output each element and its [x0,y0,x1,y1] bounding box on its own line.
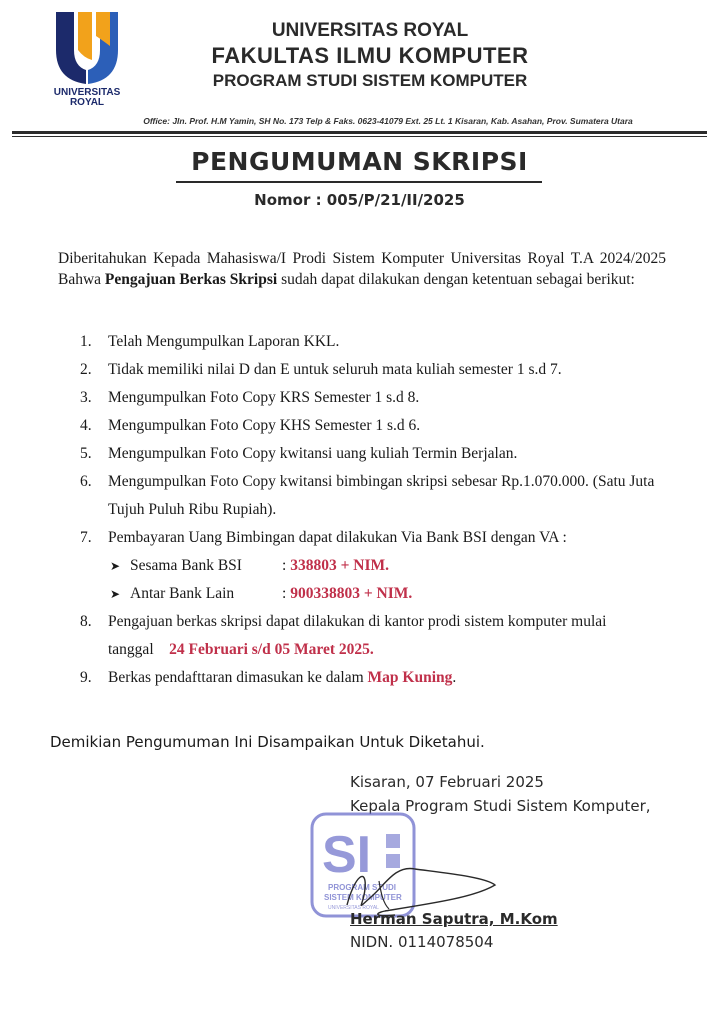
intro-part1: Diberitahukan Kepada Mahasiswa/I Prodi Sistem Komputer Universitas Royal T.A 2024/2025 Bahwa [58,250,666,288]
svg-text:UNIVERSITAS ROYAL: UNIVERSITAS ROYAL [328,905,379,911]
svg-text:SISTEM KOMPUTER: SISTEM KOMPUTER [324,893,402,902]
va-value: 338803 + NIM. [290,557,389,574]
signer-position: Kepala Program Studi Sistem Komputer, [350,797,651,815]
list-item [80,664,670,692]
header-rule-thin [12,136,707,137]
item-text: Berkas pendafttaran dimasukan ke dalam [108,669,368,686]
item-number: 7. [80,529,92,546]
university-logo [46,10,128,110]
list-item [80,412,670,440]
item-number: 6. [80,473,92,490]
item-text: Telah Mengumpulkan Laporan KKL. [108,333,340,350]
date-range: 24 Februari s/d 05 Maret 2025. [169,641,374,658]
list-item [80,356,670,384]
svg-text:PROGRAM STUDI: PROGRAM STUDI [328,883,396,892]
item-text: Mengumpulkan Foto Copy kwitansi uang kuliah Termin Berjalan. [108,445,518,462]
intro-part2: sudah dapat dilakukan dengan ketentuan sebagai berikut: [277,271,635,288]
office-address: Office: Jln. Prof. H.M Yamin, SH No. 173 Telp & Faks. 0623-41079 Ext. 25 Lt. 1 Kisaran, Kab. Asahan, Prov. Sumatera Utara [143,116,633,126]
item-number: 3. [80,389,92,406]
list-item [80,468,670,524]
item-text: Pembayaran Uang Bimbingan dapat dilakukan Via Bank BSI dengan VA : [108,529,567,546]
intro-bold: Pengajuan Berkas Skripsi [104,271,278,288]
item-number: 9. [80,669,92,686]
item-number: 4. [80,417,92,434]
va-label: Sesama Bank BSI [130,557,242,574]
va-label: Antar Bank Lain [130,585,235,602]
document-number: Nomor : 005/P/21/II/2025 [254,191,465,209]
item-text: Pengajuan berkas skripsi dapat dilakukan di kantor prodi sistem komputer mulai tanggal [108,613,607,658]
item-number: 8. [80,613,92,630]
item-tail: . [452,669,457,686]
list-item [80,440,670,468]
signer-name: Herman Saputra, M.Kom [350,910,558,928]
university-name: UNIVERSITAS ROYAL [271,20,469,41]
place-date: Kisaran, 07 Februari 2025 [350,773,544,791]
faculty-name: FAKULTAS ILMU KOMPUTER [211,43,529,68]
program-name: PROGRAM STUDI SISTEM KOMPUTER [212,71,528,90]
item-number: 2. [80,361,92,378]
letterhead [160,20,580,92]
va-value: 900338803 + NIM. [290,585,413,602]
item-number: 1. [80,333,92,350]
list-item [80,328,670,356]
item-text: Mengumpulkan Foto Copy KHS Semester 1 s.d 6. [108,417,421,434]
logo-text-line1: UNIVERSITAS [53,87,121,98]
title-underline [176,181,542,183]
item-text: Mengumpulkan Foto Copy kwitansi bimbingan skripsi sebesar Rp.1.070.000. (Satu Juta Tujuh Puluh Ribu Rupiah). [108,473,655,518]
header-rule-thick [12,131,707,134]
closing-sentence: Demikian Pengumuman Ini Disampaikan Untuk Diketahui. [50,733,485,751]
logo-mark-icon [52,10,122,86]
requirements-list [80,328,670,692]
va-separator: : [282,557,291,574]
arrow-bullet-icon: ➤ [110,587,121,601]
list-item [80,524,670,552]
item-text: Mengumpulkan Foto Copy KRS Semester 1 s.d 8. [108,389,420,406]
va-row-bsi [80,552,670,580]
arrow-bullet-icon: ➤ [110,559,121,573]
intro-paragraph [58,248,666,290]
svg-text:SI: SI [322,826,372,884]
item-text: Tidak memiliki nilai D dan E untuk seluruh mata kuliah semester 1 s.d 7. [108,361,562,378]
list-item [80,384,670,412]
signer-nidn: NIDN. 0114078504 [350,933,494,951]
list-item [80,608,670,664]
map-color: Map Kuning [367,669,453,686]
item-number: 5. [80,445,92,462]
document-title: PENGUMUMAN SKRIPSI [191,147,528,176]
va-row-other [80,580,670,608]
logo-text-line2: ROYAL [69,97,105,108]
va-separator: : [282,585,291,602]
